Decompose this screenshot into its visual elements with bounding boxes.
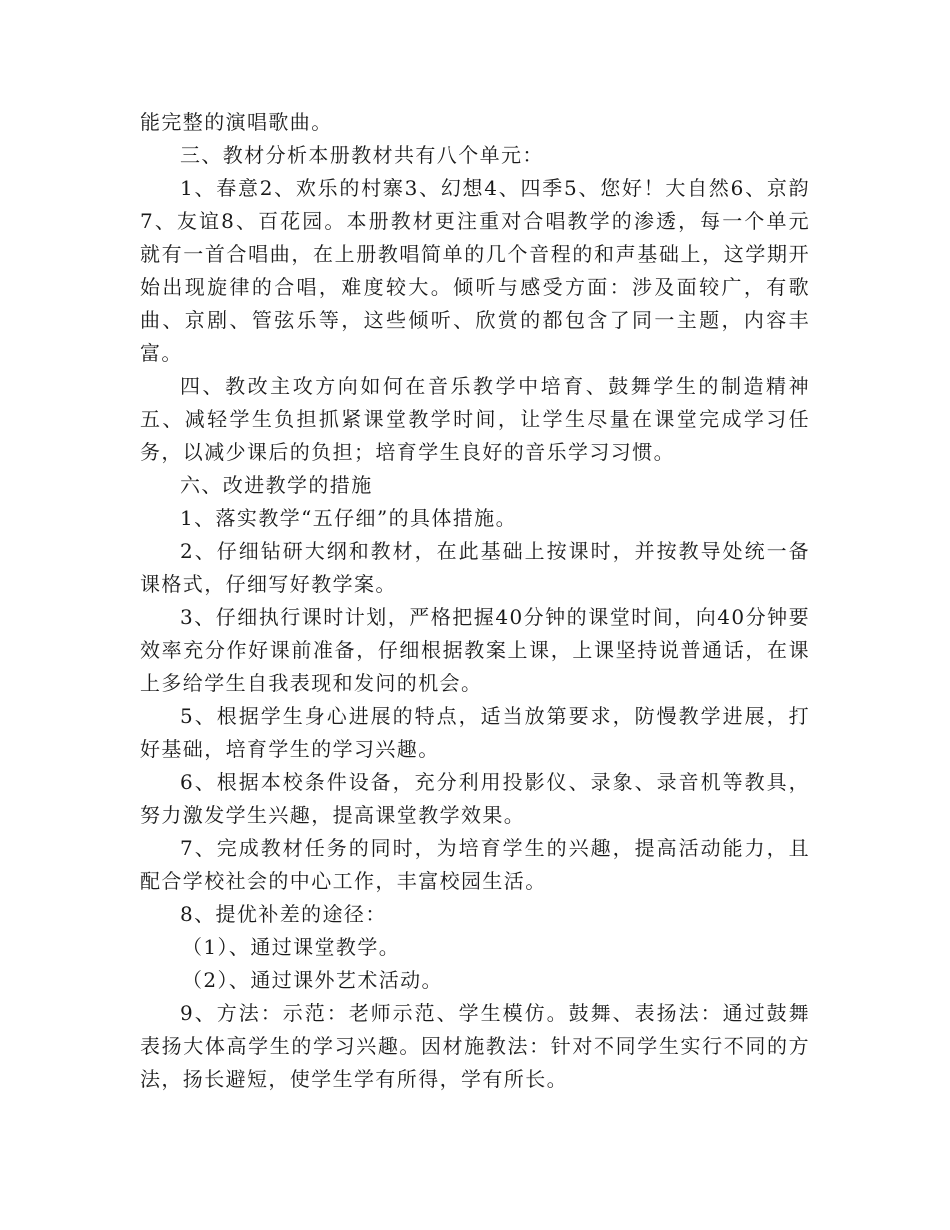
paragraph-4: 四、教改主攻方向如何在音乐教学中培育、鼓舞学生的制造精神五、减轻学生负担抓紧课堂教学时间，让学生尽量在课堂完成学习任务，以减少课后的负担；培育学生良好的音乐学习习惯。 (140, 374, 810, 464)
paragraph-5: 六、改进教学的措施 (180, 473, 373, 497)
paragraph-6: 1、落实教学“五仔细”的具体措施。 (180, 506, 517, 530)
paragraph-1: 能完整的演唱歌曲。 (140, 110, 333, 134)
paragraph-14: （2）、通过课外艺术活动。 (182, 968, 443, 992)
paragraph-11: 7、完成教材任务的同时，为培育学生的兴趣，提高活动能力，且配合学校社会的中心工作，丰富校园生活。 (140, 836, 810, 893)
document-body (140, 106, 810, 1096)
paragraph-10: 6、根据本校条件设备，充分利用投影仪、录象、录音机等教具，努力激发学生兴趣，提高课堂教学效果。 (140, 770, 810, 827)
paragraph-3: 1、春意2、欢乐的村寨3、幻想4、四季5、您好！大自然6、京韵7、友谊8、百花园。本册教材更注重对合唱教学的渗透，每一个单元就有一首合唱曲，在上册教唱简单的几个音程的和声基础上，这学期开始出现旋律的合唱，难度较大。倾听与感受方面：涉及面较广，有歌曲、京剧、管弦乐等，这些倾听、欣赏的都包含了同一主题，内容丰富。 (140, 176, 810, 365)
paragraph-7: 2、仔细钻研大纲和教材，在此基础上按课时，并按教导处统一备课格式，仔细写好教学案。 (140, 539, 810, 596)
paragraph-9: 5、根据学生身心进展的特点，适当放第要求，防慢教学进展，打好基础，培育学生的学习兴趣。 (140, 704, 810, 761)
paragraph-2: 三、教材分析本册教材共有八个单元： (180, 143, 544, 167)
paragraph-15: 9、方法：示范：老师示范、学生模仿。鼓舞、表扬法：通过鼓舞表扬大体高学生的学习兴趣。因材施教法：针对不同学生实行不同的方法，扬长避短，使学生学有所得，学有所长。 (140, 1001, 810, 1091)
paragraph-12: 8、提优补差的途径： (180, 902, 387, 926)
paragraph-8: 3、仔细执行课时计划，严格把握40分钟的课堂时间，向40分钟要效率充分作好课前准备，仔细根据教案上课，上课坚持说普通话，在课上多给学生自我表现和发问的机会。 (140, 605, 810, 695)
paragraph-13: （1）、通过课堂教学。 (182, 935, 401, 959)
